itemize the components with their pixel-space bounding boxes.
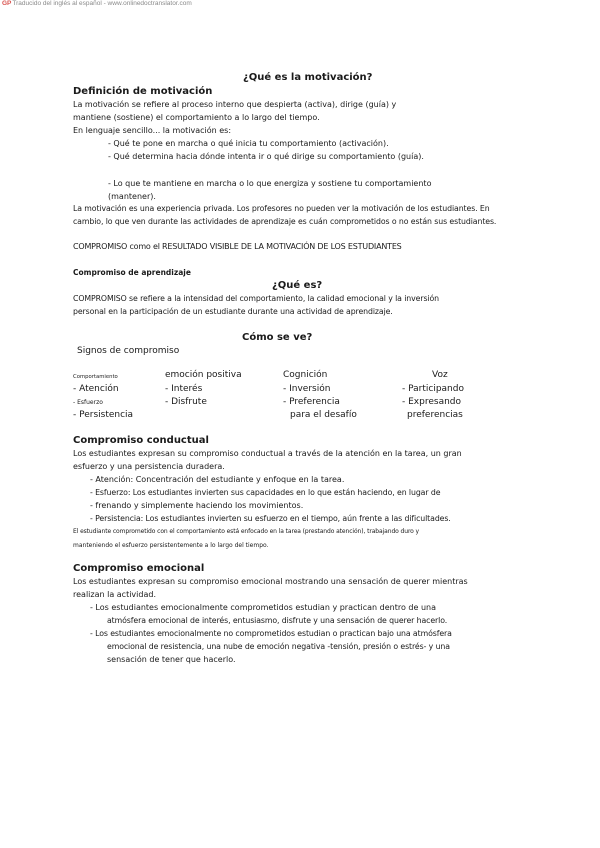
col-cognicion-item: para el desafío <box>290 410 357 420</box>
conductual-heading: Compromiso conductual <box>73 435 209 446</box>
que-es-subtitle: ¿Qué es? <box>272 280 323 291</box>
como-se-ve-title: Cómo se ve? <box>242 332 313 343</box>
col-voz-item: - Expresando <box>402 397 462 407</box>
compromiso-visible-line: COMPROMISO como el RESULTADO VISIBLE DE LA MOTIVACIÓN DE LOS ESTUDIANTES <box>73 242 402 251</box>
col-comportamiento-item: - Persistencia <box>73 410 134 420</box>
definicion-line-1: La motivación se refiere al proceso interno que despierta (activa), dirige (guía) y <box>73 100 397 109</box>
definicion-line-2: mantiene (sostiene) el comportamiento a lo largo del tiempo. <box>73 113 320 122</box>
translator-banner-text: Traducido del inglés al español - www.onlinedoctranslator.com <box>12 0 192 7</box>
conductual-bullet-4: - Persistencia: Los estudiantes invierten su esfuerzo en el tiempo, aún frente a las dificultades. <box>90 514 451 523</box>
definicion-heading: Definición de motivación <box>73 86 213 97</box>
conductual-bullet-3: - frenando y simplemente haciendo los movimientos. <box>90 501 304 510</box>
conductual-note-1: El estudiante comprometido con el comportamiento está enfocado en la tarea (prestando atención), trabajando duro y <box>73 528 420 535</box>
conductual-bullet-2: - Esfuerzo: Los estudiantes invierten sus capacidades en lo que están haciendo, en lugar de <box>90 488 441 497</box>
col-cognicion-header: Cognición <box>283 370 328 380</box>
aprendizaje-line-2: personal en la participación de un estudiante durante una actividad de aprendizaje. <box>73 307 393 316</box>
emocional-bullet-2: - Los estudiantes emocionalmente no comprometidos estudian o practican bajo una atmósfera <box>90 629 452 638</box>
private-line-2: cambio, lo que ven durante las actividades de aprendizaje es cuán comprometidos o no están sus estudiantes. <box>73 217 497 226</box>
emocional-bullet-2-cont: sensación de tener que hacerlo. <box>107 655 236 664</box>
col-cognicion-item: - Preferencia <box>283 397 340 407</box>
translator-banner <box>2 0 192 7</box>
conductual-bullet-1: - Atención: Concentración del estudiante y enfoque en la tarea. <box>90 475 345 484</box>
col-comportamiento-header: Comportamiento <box>73 374 118 380</box>
translator-logo: GP <box>2 0 12 7</box>
signos-label: Signos de compromiso <box>77 346 180 356</box>
conductual-line-1: Los estudiantes expresan su compromiso conductual a través de la atención en la tarea, un gran <box>73 449 462 458</box>
col-voz-item: - Participando <box>402 384 464 394</box>
private-line-1: La motivación es una experiencia privada. Los profesores no pueden ver la motivación de los estudiantes. En <box>73 204 490 213</box>
page-title: ¿Qué es la motivación? <box>243 72 373 83</box>
conductual-line-2: esfuerzo y una persistencia duradera. <box>73 462 225 471</box>
col-voz-header: Voz <box>432 370 448 380</box>
emocional-heading: Compromiso emocional <box>73 563 205 574</box>
definicion-bullet-3: - Lo que te mantiene en marcha o lo que energiza y sostiene tu comportamiento <box>108 179 432 188</box>
col-comportamiento-item: - Atención <box>73 384 119 394</box>
col-emocion-item: - Disfrute <box>165 397 207 407</box>
definicion-bullet-1: - Qué te pone en marcha o qué inicia tu comportamiento (activación). <box>108 139 389 148</box>
definicion-bullet-3-cont: (mantener). <box>108 192 156 201</box>
col-voz-item: preferencias <box>407 410 463 420</box>
emocional-line-1: Los estudiantes expresan su compromiso emocional mostrando una sensación de querer mientras <box>73 577 468 586</box>
conductual-note-2: manteniendo el esfuerzo persistentemente a lo largo del tiempo. <box>73 542 269 549</box>
col-cognicion-item: - Inversión <box>283 384 331 394</box>
emocional-bullet-1-cont: atmósfera emocional de interés, entusiasmo, disfrute y una sensación de querer hacerlo. <box>107 616 448 625</box>
aprendizaje-heading: Compromiso de aprendizaje <box>73 268 191 277</box>
col-emocion-item: - Interés <box>165 384 203 394</box>
col-comportamiento-item: - Esfuerzo <box>73 399 103 406</box>
emocional-bullet-1: - Los estudiantes emocionalmente comprometidos estudian y practican dentro de una <box>90 603 437 612</box>
emocional-line-2: realizan la actividad. <box>73 590 156 599</box>
definicion-line-3: En lenguaje sencillo... la motivación es: <box>73 126 232 135</box>
col-emocion-header: emoción positiva <box>165 370 242 380</box>
emocional-bullet-2-cont: emocional de resistencia, una nube de emoción negativa -tensión, presión o estrés- y una <box>107 642 450 651</box>
aprendizaje-line-1: COMPROMISO se refiere a la intensidad del comportamiento, la calidad emocional y la inversión <box>73 294 439 303</box>
definicion-bullet-2: - Qué determina hacia dónde intenta ir o qué dirige su comportamiento (guía). <box>108 152 424 161</box>
